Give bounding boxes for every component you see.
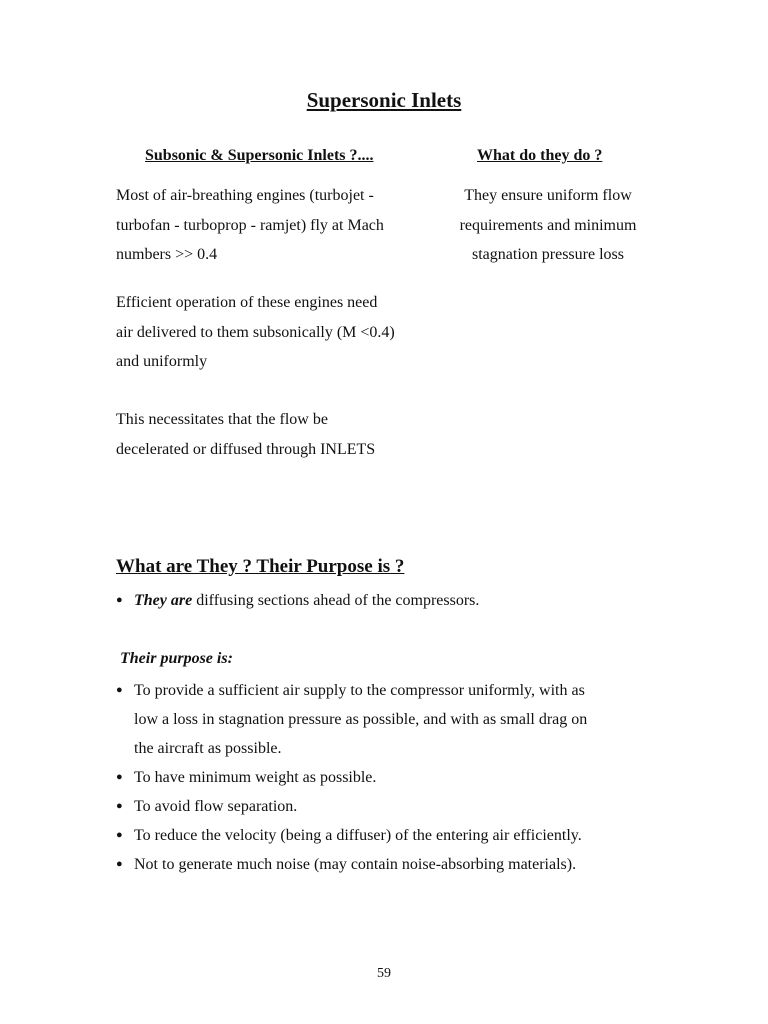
page-title: Supersonic Inlets [306,88,462,112]
purpose-heading: Their purpose is: [120,650,233,667]
text-line: Efficient operation of these engines need [116,294,378,311]
list-item-text [134,586,479,615]
text-line: and uniformly [116,353,208,370]
left-paragraph-1 [116,181,384,270]
purpose-list [116,676,587,879]
list-item [116,676,587,763]
section-heading: What are They ? Their Purpose is ? [116,556,405,577]
list-item [116,821,587,850]
list-item-text [134,676,587,763]
text-line: requirements and minimum [459,216,637,234]
text-line: low a loss in stagnation pressure as possible, and with as small drag on [134,711,588,728]
text-line: the aircraft as possible. [134,740,282,757]
text-line: numbers >> 0.4 [116,246,218,263]
text-line: To provide a sufficient air supply to the compressor uniformly, with as [134,682,585,699]
list-item [116,850,587,879]
list-item-text: To avoid flow separation. [134,798,298,815]
page-number: 59 [377,966,391,981]
emphasis-text: They are [134,592,193,609]
list-item-text: To have minimum weight as possible. [134,769,377,786]
list-item-text: Not to generate much noise (may contain noise-absorbing materials). [134,856,577,873]
left-column-heading: Subsonic & Supersonic Inlets ?.... [145,147,374,164]
text-line: They ensure uniform flow [464,187,632,204]
text-line: air delivered to them subsonically (M <0.4) [116,323,395,341]
bullet-icon: ● [116,684,123,696]
text-line: turbofan - turboprop - ramjet) fly at Mach [116,216,384,234]
list-item [116,792,587,821]
plain-text: diffusing sections ahead of the compressors. [192,592,480,609]
text-line: This necessitates that the flow be [116,411,328,428]
right-column-heading: What do they do ? [477,147,603,164]
bullet-icon: ● [116,800,123,812]
bullet-icon: ● [116,771,123,783]
list-item-text: To reduce the velocity (being a diffuser) of the entering air efficiently. [134,827,582,844]
they-are-list [116,586,479,615]
left-paragraph-3 [116,405,375,464]
bullet-icon: ● [116,829,123,841]
text-line: decelerated or diffused through INLETS [116,440,376,458]
list-item [116,763,587,792]
bullet-icon: ● [116,594,123,606]
bullet-icon: ● [116,858,123,870]
right-paragraph [436,181,660,270]
text-line: stagnation pressure loss [472,246,624,263]
text-line: Most of air-breathing engines (turbojet - [116,187,374,204]
left-paragraph-2 [116,288,395,377]
list-item [116,586,479,615]
